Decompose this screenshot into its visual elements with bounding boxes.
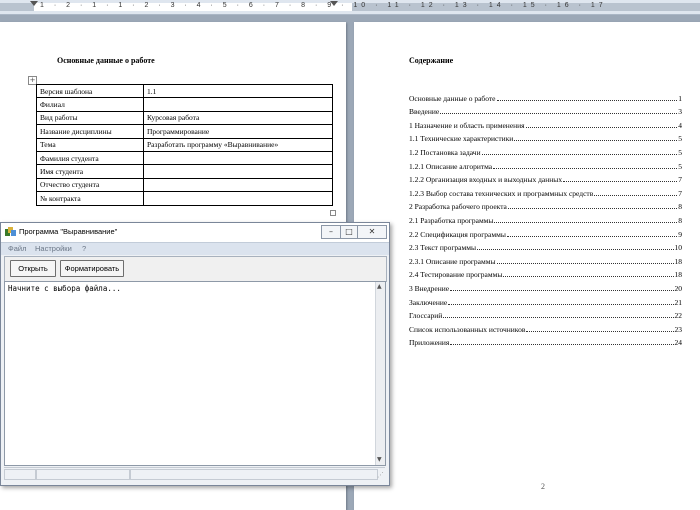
table-key-cell[interactable]: Версия шаблона (37, 85, 144, 98)
table-value-cell[interactable]: Разработать программу «Выравнивание» (144, 138, 333, 151)
toc-entry-page: 1 (678, 93, 682, 103)
table-row (37, 111, 333, 124)
table-row (37, 125, 333, 138)
toc-entry-title: 1.2.1 Описание алгоритма (409, 161, 493, 171)
table-row (37, 138, 333, 151)
table-row (37, 98, 333, 111)
toc-entry[interactable] (409, 239, 682, 253)
toc-entry[interactable] (409, 143, 682, 157)
toc-dot-leader (594, 194, 677, 196)
maximize-button[interactable]: □ (340, 225, 358, 239)
toc-dot-leader (497, 99, 678, 101)
toc-entry[interactable] (409, 334, 682, 348)
toc-entry-page: 18 (674, 270, 682, 280)
toc-entry-title: 1 Назначение и область применения (409, 120, 525, 130)
toc-dot-leader (526, 126, 678, 128)
toc-entry-title: 1.1 Технические характеристики (409, 134, 514, 144)
toc-dot-leader (563, 180, 677, 182)
toc-entry-title: Приложения (409, 338, 450, 348)
table-row (37, 165, 333, 178)
table-key-cell[interactable]: Название дисциплины (37, 125, 144, 138)
toc-entry-page: 8 (678, 215, 682, 225)
toc-entry-page: 7 (678, 175, 682, 185)
open-button[interactable]: Открыть (10, 260, 56, 277)
toc-entry[interactable] (409, 198, 682, 212)
toc-entry[interactable] (409, 252, 682, 266)
toc-entry-page: 4 (678, 120, 682, 130)
toc-entry-title: Заключение (409, 297, 448, 307)
left-indent-marker[interactable] (30, 1, 38, 6)
toc-entry-title: Введение (409, 107, 440, 117)
toc-entry[interactable] (409, 225, 682, 239)
table-key-cell[interactable]: Фамилия студента (37, 151, 144, 164)
toc-entry-title: 3 Внедрение (409, 283, 450, 293)
toc-dot-leader (508, 207, 677, 209)
status-cell-3 (130, 469, 378, 480)
table-move-handle[interactable]: + (29, 76, 36, 84)
toc-entry[interactable] (409, 130, 682, 144)
table-value-cell[interactable] (144, 151, 333, 164)
table-value-cell[interactable]: Программирование (144, 125, 333, 138)
toc-entry-title: 2.2 Спецификация программы (409, 229, 506, 239)
toc-dot-leader (526, 330, 673, 332)
resize-grip-icon[interactable]: ⋰ (377, 471, 384, 479)
toc-entry-page: 18 (674, 256, 682, 266)
toc-entry-page: 23 (674, 324, 682, 334)
horizontal-ruler[interactable] (0, 0, 700, 15)
table-key-cell[interactable]: Имя студента (37, 165, 144, 178)
table-key-cell[interactable]: Вид работы (37, 111, 144, 124)
toc-dot-leader (482, 153, 678, 155)
work-info-table (36, 84, 333, 206)
app-icon (5, 226, 16, 237)
table-row (37, 85, 333, 98)
ruler-left-margin (0, 3, 34, 11)
toc-entry-title: 2.1 Разработка программы (409, 215, 494, 225)
table-value-cell[interactable]: Курсовая работа (144, 111, 333, 124)
toc-dot-leader (448, 303, 673, 305)
toc-entry[interactable] (409, 307, 682, 321)
table-value-cell[interactable]: 1.1 (144, 85, 333, 98)
toc-entry-page: 5 (678, 161, 682, 171)
toc-entry[interactable] (409, 89, 682, 103)
format-button[interactable]: Форматировать (60, 260, 124, 277)
toc-entry-title: 1.2.2 Организация входных и выходных данных (409, 175, 563, 185)
table-key-cell[interactable]: Отчество студента (37, 178, 144, 191)
toc-entry-title: 2.3 Текст программы (409, 243, 477, 253)
toc-entry-page: 5 (678, 147, 682, 157)
ruler-numbers: 1 · 2 · 1 · 1 · 2 · 3 · 4 · 5 · 6 · 7 · 8 · 9 · 10 · 11 · 12 · 13 · 14 · 15 · 16 · 17 (40, 2, 607, 9)
toc-entry[interactable] (409, 103, 682, 117)
table-resize-handle[interactable] (330, 210, 336, 216)
toc-dot-leader (494, 221, 677, 223)
minimize-button[interactable]: – (321, 225, 341, 239)
work-info-heading: Основные данные о работе (57, 56, 155, 65)
toc-entry-title: Глоссарий (409, 311, 443, 321)
toc-dot-leader (477, 248, 673, 250)
toc-entry[interactable] (409, 266, 682, 280)
toc-entry[interactable] (409, 211, 682, 225)
toc-dot-leader (450, 289, 673, 291)
table-value-cell[interactable] (144, 192, 333, 205)
toc-dot-leader (514, 139, 677, 141)
scroll-up-icon[interactable]: ▲ (377, 283, 382, 290)
contents-heading: Содержание (409, 56, 454, 65)
toc-entry[interactable] (409, 157, 682, 171)
menu-settings[interactable]: Настройки (35, 244, 72, 253)
toc-dot-leader (507, 235, 677, 237)
table-value-cell[interactable] (144, 165, 333, 178)
toc-dot-leader (493, 167, 677, 169)
toc-dot-leader (450, 343, 673, 345)
toc-dot-leader (503, 275, 673, 277)
toc-entry-title: 2 Разработка рабочего проекта (409, 202, 507, 212)
toc-entry-page: 21 (674, 297, 682, 307)
close-button[interactable]: ✕ (357, 225, 387, 239)
table-row (37, 192, 333, 205)
toc-entry[interactable] (409, 279, 682, 293)
window-title: Программа "Выравнивание" (19, 227, 118, 236)
table-key-cell[interactable]: Тема (37, 138, 144, 151)
toc-entry-page: 22 (674, 311, 682, 321)
document-page-2 (354, 22, 700, 510)
toc-dot-leader (497, 262, 674, 264)
toc-entry-title: Список использованных источников (409, 324, 526, 334)
toc-entry-page: 5 (678, 134, 682, 144)
toc-dot-leader (443, 316, 673, 318)
toc-entry-title: 1.2 Постановка задачи (409, 147, 481, 157)
status-cell-2 (36, 469, 130, 480)
page-number: 2 (541, 482, 545, 491)
toolbar (4, 256, 387, 282)
toc-entry-page: 10 (674, 243, 682, 253)
status-bar (4, 467, 385, 480)
table-key-cell[interactable]: Филиал (37, 98, 144, 111)
table-of-contents (409, 89, 682, 347)
toc-entry-page: 20 (674, 283, 682, 293)
text-editor[interactable] (4, 281, 386, 466)
toc-dot-leader (440, 112, 677, 114)
editor-text: Начните с выбора файла... (8, 284, 121, 293)
table-value-cell[interactable] (144, 178, 333, 191)
toc-entry[interactable] (409, 184, 682, 198)
toc-entry-title: 2.3.1 Описание программы (409, 256, 496, 266)
table-row (37, 178, 333, 191)
toc-entry-title: 1.2.3 Выбор состава технических и программных средств (409, 188, 594, 198)
toc-entry[interactable] (409, 320, 682, 334)
table-row (37, 151, 333, 164)
toc-entry-page: 3 (678, 107, 682, 117)
menu-file[interactable]: Файл (8, 244, 27, 253)
toc-entry-page: 9 (678, 229, 682, 239)
menu-help[interactable]: ? (82, 244, 87, 253)
toc-entry-title: Основные данные о работе (409, 93, 496, 103)
toc-entry-title: 2.4 Тестирование программы (409, 270, 503, 280)
status-cell-1 (4, 469, 36, 480)
toc-entry-page: 24 (674, 338, 682, 348)
right-indent-marker[interactable] (330, 1, 338, 6)
app-window (0, 222, 390, 486)
vertical-scrollbar[interactable] (375, 282, 385, 465)
menu-bar (1, 242, 389, 255)
toc-entry[interactable] (409, 293, 682, 307)
toc-entry[interactable] (409, 171, 682, 185)
table-key-cell[interactable]: № контракта (37, 192, 144, 205)
scroll-down-icon[interactable]: ▼ (377, 456, 382, 463)
toc-entry-page: 8 (678, 202, 682, 212)
toc-entry-page: 7 (678, 188, 682, 198)
toc-entry[interactable] (409, 116, 682, 130)
table-value-cell[interactable] (144, 98, 333, 111)
title-bar[interactable] (1, 223, 389, 242)
